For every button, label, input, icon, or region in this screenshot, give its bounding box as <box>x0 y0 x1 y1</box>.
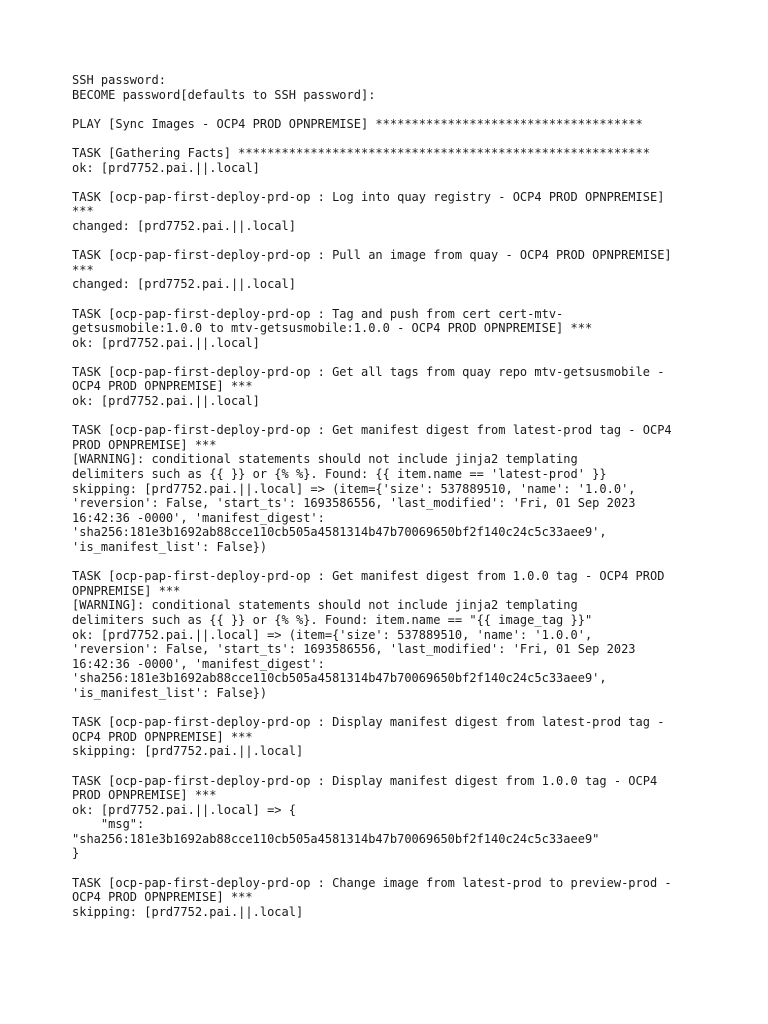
log-line <box>72 131 732 146</box>
log-line: 'reversion': False, 'start_ts': 1693586556, 'last_modified': 'Fri, 01 Sep 2023 <box>72 496 636 511</box>
log-line: BECOME password[defaults to SSH password]: <box>72 87 376 102</box>
log-line: TASK [ocp-pap-first-deploy-prd-op : Get manifest digest from 1.0.0 tag - OCP4 PROD <box>72 569 665 584</box>
log-line: changed: [prd7752.pai.||.local] <box>72 277 296 292</box>
log-line: "sha256:181e3b1692ab88cce110cb505a4581314b47b70069650bf2f140c24c5c33aee9" <box>72 831 600 846</box>
log-line <box>72 759 732 774</box>
log-line: OCP4 PROD OPNPREMISE] *** <box>72 379 253 394</box>
log-line: *** <box>72 262 94 277</box>
log-line: delimiters such as {{ }} or {% %}. Found: {{ item.name == 'latest-prod' }} <box>72 467 607 482</box>
log-line: 'sha256:181e3b1692ab88cce110cb505a4581314b47b70069650bf2f140c24c5c33aee9', <box>72 525 607 540</box>
log-line: TASK [ocp-pap-first-deploy-prd-op : Change image from latest-prod to preview-prod - <box>72 875 672 890</box>
log-line: ok: [prd7752.pai.||.local] => (item={'size': 537889510, 'name': '1.0.0', <box>72 627 593 642</box>
log-line: changed: [prd7752.pai.||.local] <box>72 218 296 233</box>
log-line: SSH password: <box>72 73 166 87</box>
log-line <box>72 175 732 190</box>
log-line: skipping: [prd7752.pai.||.local] <box>72 904 304 919</box>
log-line: OCP4 PROD OPNPREMISE] *** <box>72 729 253 744</box>
log-line: TASK [ocp-pap-first-deploy-prd-op : Get manifest digest from latest-prod tag - OCP4 <box>72 423 672 438</box>
log-line: delimiters such as {{ }} or {% %}. Found: item.name == "{{ image_tag }}" <box>72 612 593 627</box>
log-line <box>72 292 732 307</box>
log-line <box>72 102 732 117</box>
log-line: OCP4 PROD OPNPREMISE] *** <box>72 890 253 905</box>
log-line <box>72 409 732 424</box>
log-line: } <box>72 846 80 861</box>
log-line: ok: [prd7752.pai.||.local] <box>72 335 260 350</box>
log-line: [WARNING]: conditional statements should not include jinja2 templating <box>72 598 578 613</box>
log-line: TASK [ocp-pap-first-deploy-prd-op : Pull an image from quay - OCP4 PROD OPNPREMISE] <box>72 248 672 263</box>
log-line: 'is_manifest_list': False}) <box>72 685 268 700</box>
log-line: PLAY [Sync Images - OCP4 PROD OPNPREMISE] ************************************* <box>72 116 643 131</box>
log-line: "msg": <box>72 817 145 832</box>
log-line <box>72 701 732 716</box>
log-line: 16:42:36 -0000', 'manifest_digest': <box>72 656 325 671</box>
log-line: TASK [ocp-pap-first-deploy-prd-op : Display manifest digest from 1.0.0 tag - OCP4 <box>72 773 658 788</box>
log-line: ok: [prd7752.pai.||.local] <box>72 160 260 175</box>
log-line: 'sha256:181e3b1692ab88cce110cb505a4581314b47b70069650bf2f140c24c5c33aee9', <box>72 671 607 686</box>
log-line: *** <box>72 204 94 219</box>
log-line <box>72 555 732 570</box>
log-line: TASK [ocp-pap-first-deploy-prd-op : Display manifest digest from latest-prod tag - <box>72 715 665 730</box>
log-line: [WARNING]: conditional statements should not include jinja2 templating <box>72 452 578 467</box>
log-line: skipping: [prd7752.pai.||.local] => (item={'size': 537889510, 'name': '1.0.0', <box>72 481 636 496</box>
log-line: skipping: [prd7752.pai.||.local] <box>72 744 304 759</box>
log-line <box>72 234 732 249</box>
log-line: 'reversion': False, 'start_ts': 1693586556, 'last_modified': 'Fri, 01 Sep 2023 <box>72 642 636 657</box>
log-line: ok: [prd7752.pai.||.local] <box>72 394 260 409</box>
log-line: PROD OPNPREMISE] *** <box>72 788 217 803</box>
log-line: TASK [ocp-pap-first-deploy-prd-op : Log into quay registry - OCP4 PROD OPNPREMISE] <box>72 189 665 204</box>
log-line <box>72 861 732 876</box>
log-line: TASK [ocp-pap-first-deploy-prd-op : Get all tags from quay repo mtv-getsusmobile - <box>72 364 665 379</box>
log-line: TASK [Gathering Facts] ********************************************************* <box>72 145 650 160</box>
terminal-output <box>72 73 732 919</box>
log-line: TASK [ocp-pap-first-deploy-prd-op : Tag and push from cert cert-mtv- <box>72 306 564 321</box>
log-line: OPNPREMISE] *** <box>72 583 181 598</box>
log-line: ok: [prd7752.pai.||.local] => { <box>72 802 296 817</box>
log-line <box>72 350 732 365</box>
log-line: getsusmobile:1.0.0 to mtv-getsusmobile:1.0.0 - OCP4 PROD OPNPREMISE] *** <box>72 321 593 336</box>
log-line: PROD OPNPREMISE] *** <box>72 437 217 452</box>
log-line: 'is_manifest_list': False}) <box>72 540 268 554</box>
log-line: 16:42:36 -0000', 'manifest_digest': <box>72 510 325 525</box>
